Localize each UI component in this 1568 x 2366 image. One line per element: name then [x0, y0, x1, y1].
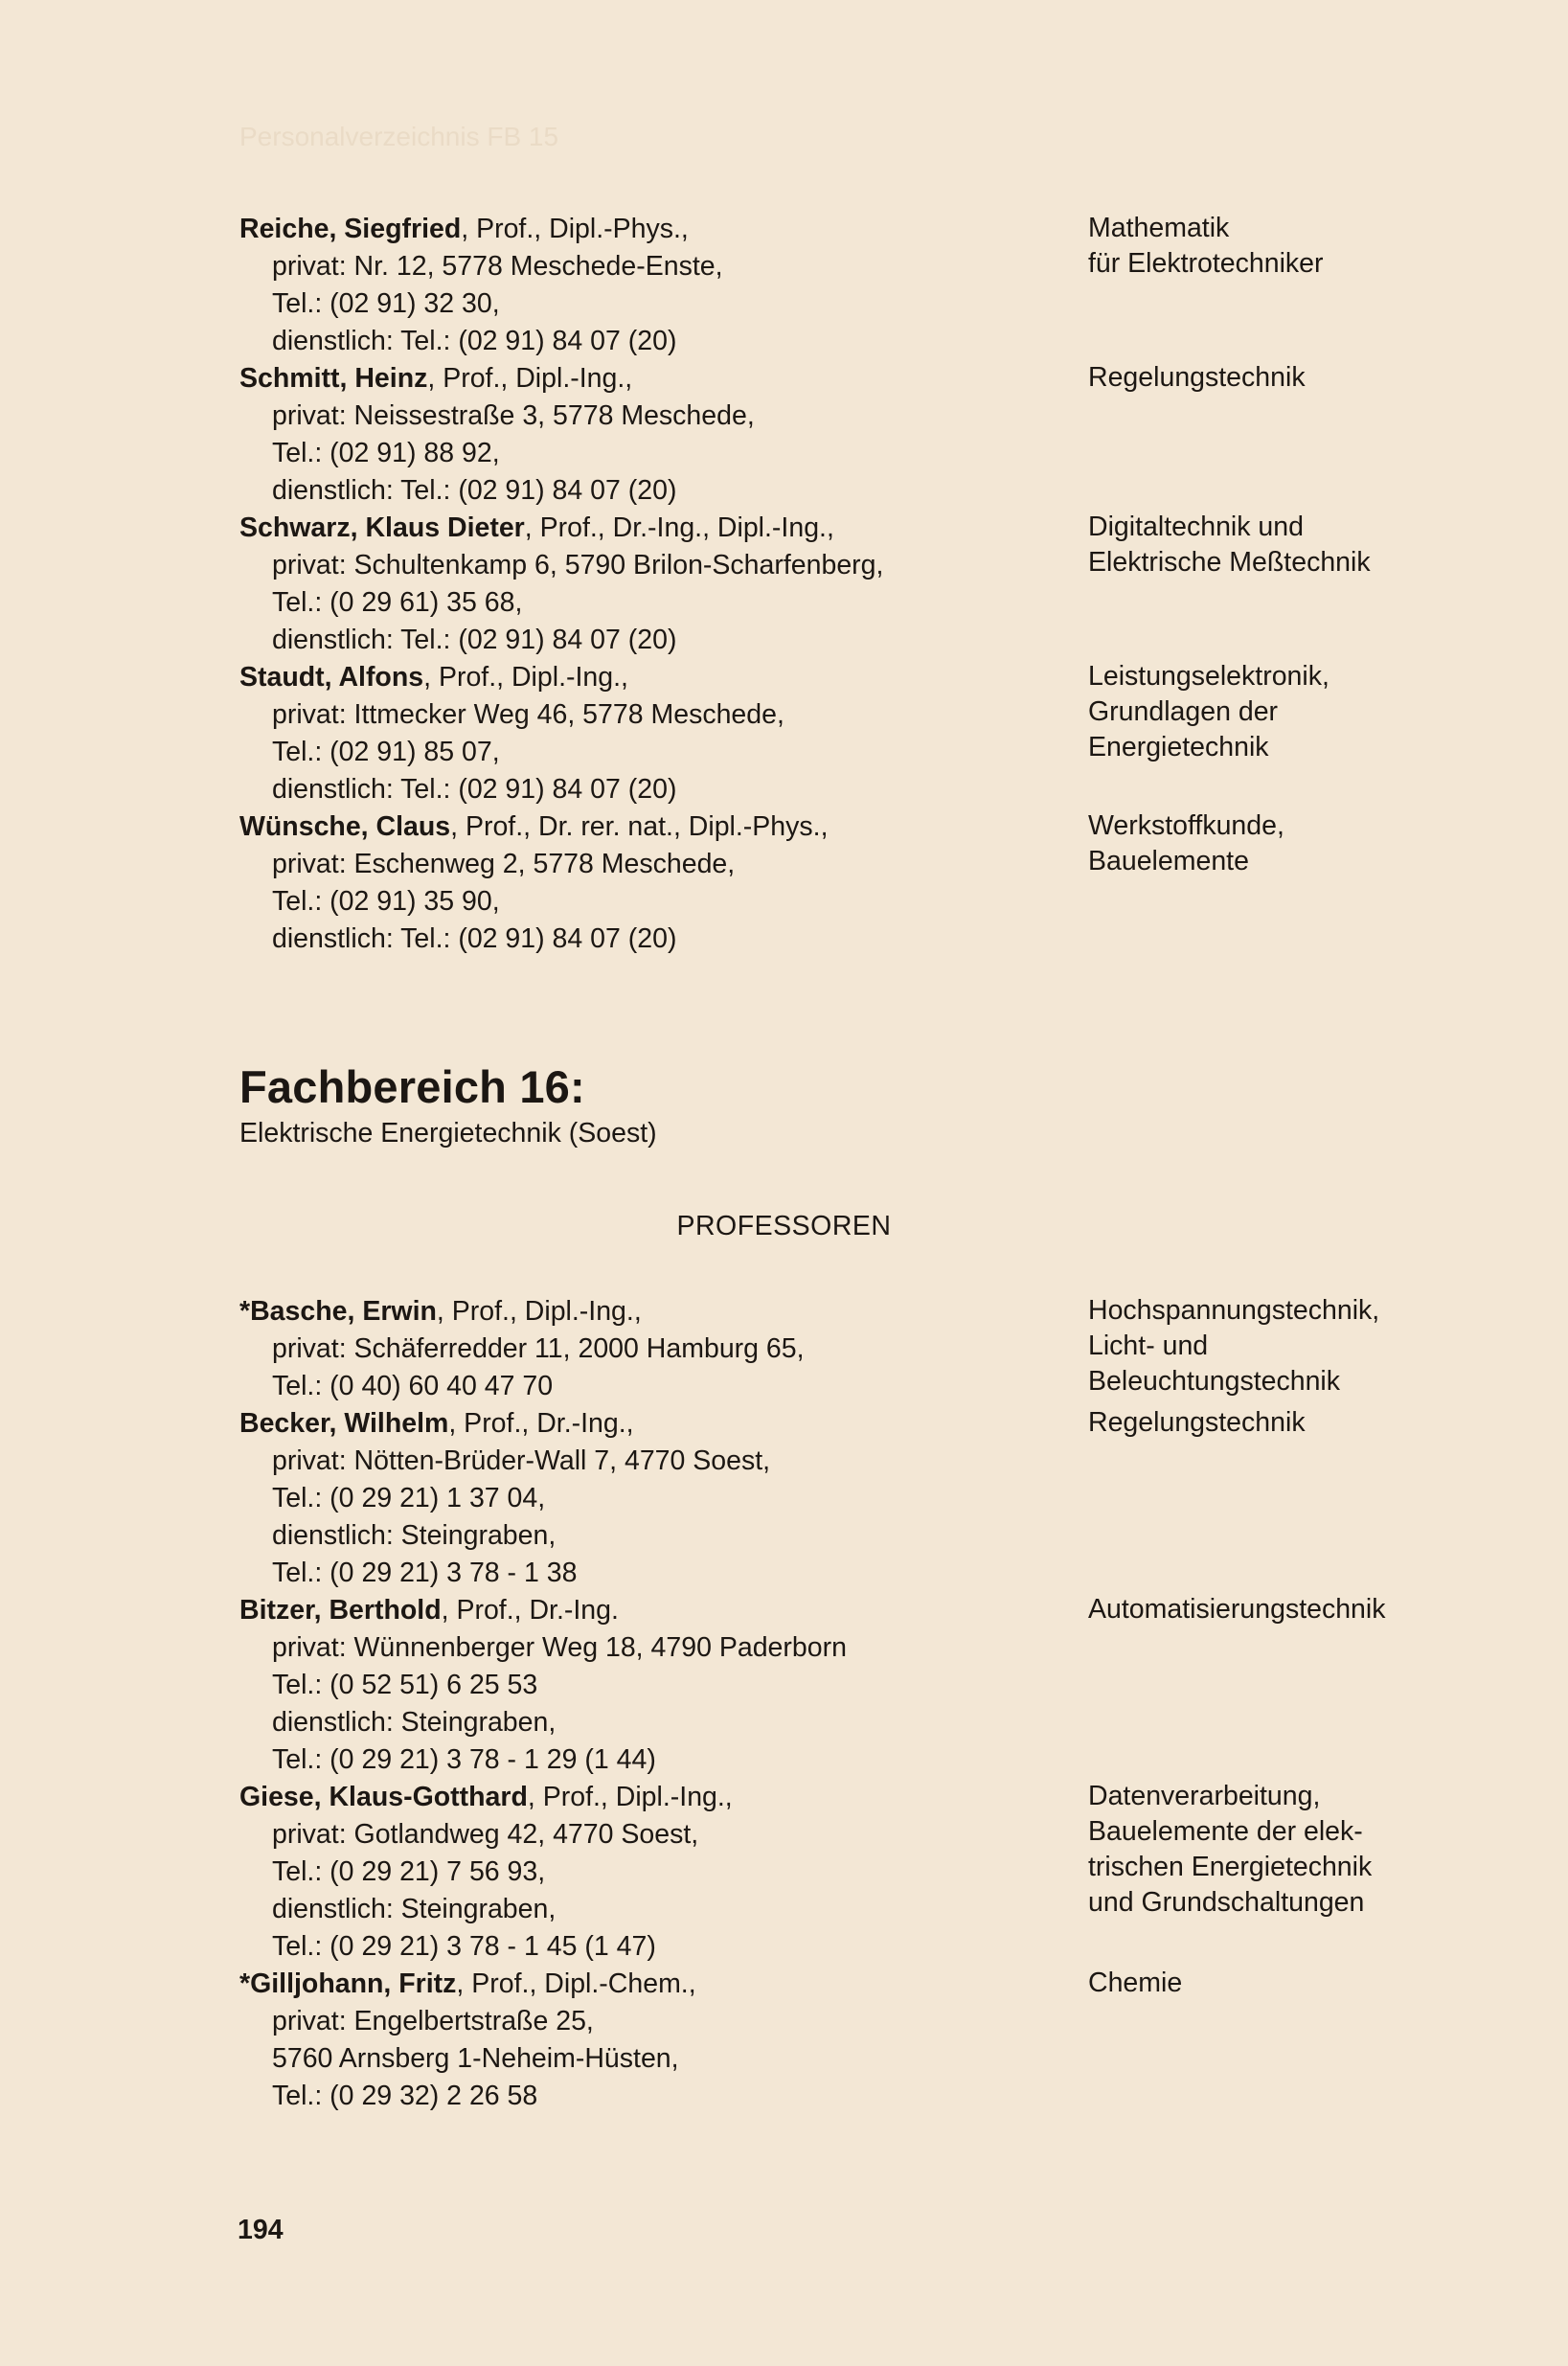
subject-line: trischen Energietechnik [1088, 1852, 1373, 1882]
staff-entry [239, 360, 1466, 510]
contact-line: Tel.: (0 29 61) 35 68, [272, 587, 523, 618]
contact-line: Tel.: (02 91) 32 30, [272, 288, 500, 319]
person-name: Giese, Klaus-Gotthard [239, 1782, 528, 1812]
person-title: , Prof., Dr.-Ing., Dipl.-Ing., [524, 512, 834, 543]
contact-line: privat: Schäferredder 11, 2000 Hamburg 65, [272, 1333, 805, 1364]
person-name: Reiche, Siegfried [239, 214, 462, 244]
staff-entry [239, 1966, 1466, 2115]
person-title: , Prof., Dipl.-Ing., [436, 1296, 642, 1327]
contact-line: privat: Gotlandweg 42, 4770 Soest, [272, 1819, 699, 1850]
subject-area [1088, 1405, 1462, 1441]
contact-line: Tel.: (02 91) 85 07, [272, 737, 500, 767]
person-name: Schwarz, Klaus Dieter [239, 512, 525, 543]
subject-line: Bauelemente der elek- [1088, 1816, 1363, 1847]
staff-entry [239, 1293, 1466, 1405]
subject-line: Mathematik [1088, 213, 1230, 243]
contact-line: privat: Engelbertstraße 25, [272, 2006, 594, 2036]
staff-entry [239, 1592, 1466, 1779]
page-number: 194 [238, 2215, 284, 2245]
section-subtitle: Elektrische Energietechnik (Soest) [239, 1118, 657, 1149]
subject-area [1088, 1293, 1462, 1399]
contact-line: dienstlich: Tel.: (02 91) 84 07 (20) [272, 774, 677, 805]
person-title: , Prof., Dipl.-Chem., [456, 1968, 696, 1999]
subject-line: Hochspannungstechnik, [1088, 1295, 1380, 1326]
subject-area [1088, 510, 1462, 580]
staff-entry [239, 211, 1466, 360]
person-title: , Prof., Dipl.-Ing., [427, 363, 633, 394]
staff-entry [239, 510, 1466, 659]
contact-line: privat: Eschenweg 2, 5778 Meschede, [272, 849, 736, 879]
contact-line: 5760 Arnsberg 1-Neheim-Hüsten, [272, 2043, 679, 2074]
subject-line: Regelungstechnik [1088, 362, 1306, 393]
person-name: Schmitt, Heinz [239, 363, 428, 394]
subject-line: und Grundschaltungen [1088, 1887, 1365, 1918]
subject-line: Datenverarbeitung, [1088, 1781, 1321, 1811]
contact-line: dienstlich: Tel.: (02 91) 84 07 (20) [272, 475, 677, 506]
subject-line: Digitaltechnik und [1088, 512, 1304, 542]
contact-line: privat: Wünnenberger Weg 18, 4790 Paderborn [272, 1632, 847, 1663]
subject-area [1088, 211, 1462, 282]
subject-line: Elektrische Meßtechnik [1088, 547, 1371, 578]
subject-line: Regelungstechnik [1088, 1407, 1306, 1438]
contact-line: dienstlich: Steingraben, [272, 1520, 557, 1551]
contact-line: Tel.: (0 29 21) 3 78 - 1 38 [272, 1558, 578, 1588]
contact-line: dienstlich: Tel.: (02 91) 84 07 (20) [272, 923, 677, 954]
person-title: , Prof., Dipl.-Ing., [423, 662, 628, 693]
contact-line: dienstlich: Tel.: (02 91) 84 07 (20) [272, 326, 677, 356]
person-name: Wünsche, Claus [239, 811, 451, 842]
subject-area [1088, 1592, 1462, 1627]
subject-line: Licht- und [1088, 1331, 1209, 1361]
contact-line: dienstlich: Steingraben, [272, 1894, 557, 1924]
person-title: , Prof., Dr.-Ing. [441, 1595, 619, 1626]
subject-area [1088, 1966, 1462, 2001]
contact-line: privat: Nr. 12, 5778 Meschede-Enste, [272, 251, 723, 282]
professors-label: PROFESSOREN [676, 1211, 892, 1241]
subject-area [1088, 659, 1462, 765]
staff-list-fb16 [239, 1293, 1466, 2115]
person-name: Becker, Wilhelm [239, 1408, 449, 1439]
contact-line: Tel.: (0 29 21) 3 78 - 1 45 (1 47) [272, 1931, 656, 1962]
subject-line: für Elektrotechniker [1088, 248, 1324, 279]
subject-line: Werkstoffkunde, [1088, 810, 1284, 841]
bleed-through-header: Personalverzeichnis FB 15 [239, 122, 559, 151]
contact-line: Tel.: (02 91) 35 90, [272, 886, 500, 917]
subject-line: Beleuchtungstechnik [1088, 1366, 1341, 1397]
person-name: Staudt, Alfons [239, 662, 424, 693]
contact-line: privat: Schultenkamp 6, 5790 Brilon-Scharfenberg, [272, 550, 884, 580]
staff-entry [239, 659, 1466, 808]
subject-area [1088, 360, 1462, 396]
subject-line: Grundlagen der [1088, 696, 1279, 727]
contact-line: Tel.: (0 29 21) 3 78 - 1 29 (1 44) [272, 1744, 656, 1775]
person-name: Bitzer, Berthold [239, 1595, 442, 1626]
section-heading [239, 1060, 657, 1152]
person-title: , Prof., Dipl.-Ing., [527, 1782, 733, 1812]
contact-line: Tel.: (0 52 51) 6 25 53 [272, 1670, 538, 1700]
contact-line: Tel.: (0 40) 60 40 47 70 [272, 1371, 554, 1401]
person-title: , Prof., Dr.-Ing., [448, 1408, 634, 1439]
contact-line: Tel.: (0 29 21) 1 37 04, [272, 1483, 546, 1513]
subject-area [1088, 1779, 1462, 1921]
contact-line: dienstlich: Steingraben, [272, 1707, 557, 1738]
contact-line: Tel.: (0 29 21) 7 56 93, [272, 1856, 546, 1887]
staff-entry [239, 808, 1466, 958]
contact-line: privat: Neissestraße 3, 5778 Meschede, [272, 400, 755, 431]
staff-list-fb15 [239, 211, 1466, 958]
staff-entry [239, 1405, 1466, 1592]
subject-line: Energietechnik [1088, 732, 1269, 762]
subject-line: Bauelemente [1088, 846, 1249, 876]
staff-entry [239, 1779, 1466, 1966]
section-title: Fachbereich 16: [239, 1061, 585, 1112]
person-name: *Gilljohann, Fritz [239, 1968, 457, 1999]
subject-area [1088, 808, 1462, 879]
person-title: , Prof., Dipl.-Phys., [461, 214, 689, 244]
subject-line: Chemie [1088, 1968, 1183, 1998]
contact-line: Tel.: (0 29 32) 2 26 58 [272, 2081, 538, 2111]
contact-line: privat: Ittmecker Weg 46, 5778 Meschede, [272, 699, 784, 730]
contact-line: dienstlich: Tel.: (02 91) 84 07 (20) [272, 625, 677, 655]
contact-line: privat: Nötten-Brüder-Wall 7, 4770 Soest, [272, 1445, 771, 1476]
contact-line: Tel.: (02 91) 88 92, [272, 438, 500, 468]
person-title: , Prof., Dr. rer. nat., Dipl.-Phys., [450, 811, 829, 842]
subject-line: Leistungselektronik, [1088, 661, 1329, 692]
subject-line: Automatisierungstechnik [1088, 1594, 1386, 1625]
person-name: *Basche, Erwin [239, 1296, 437, 1327]
